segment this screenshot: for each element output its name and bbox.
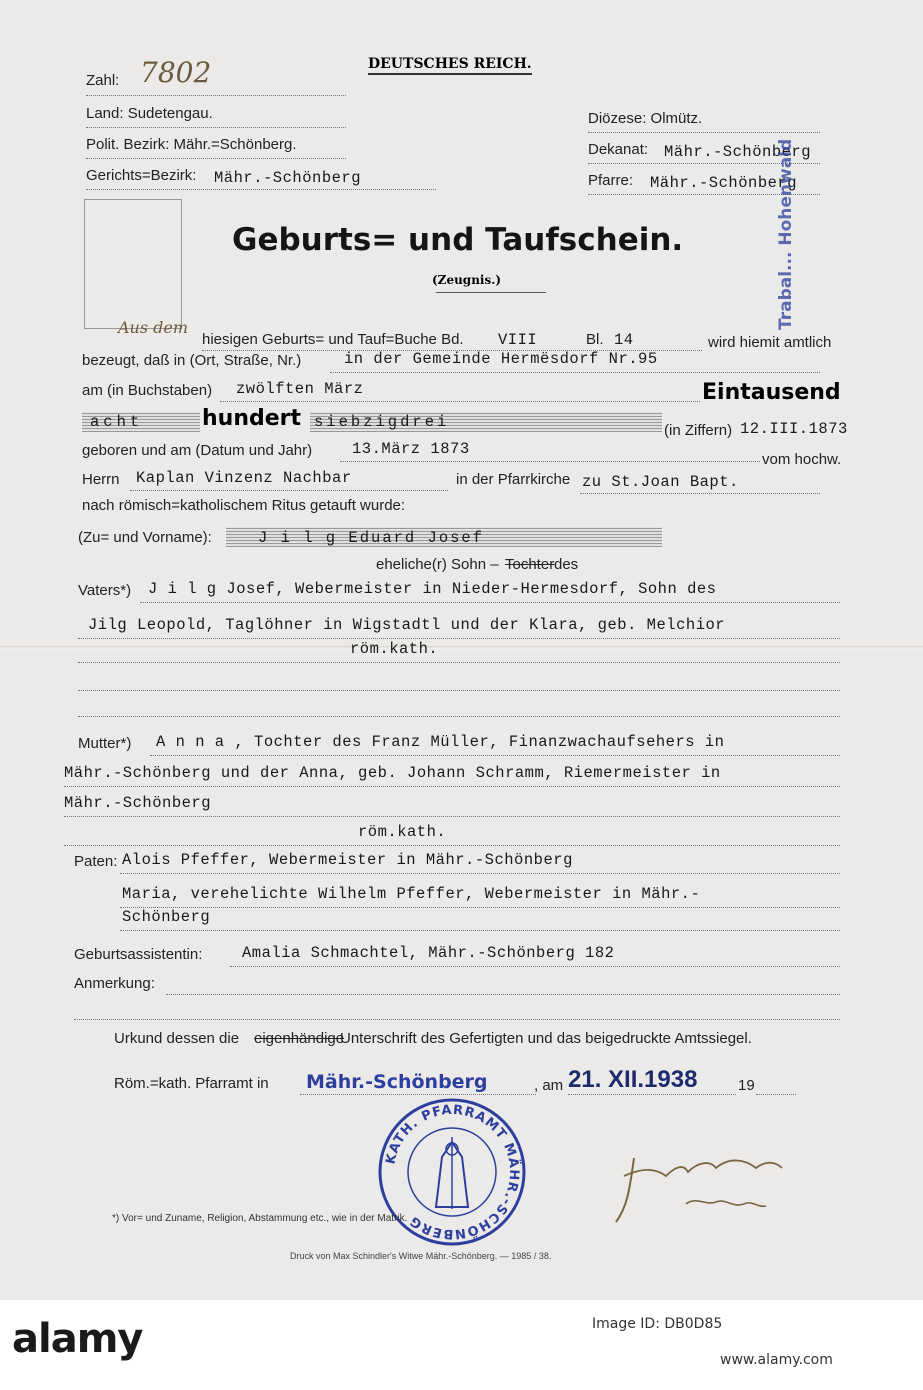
des-text: des (554, 556, 579, 573)
blatt-value: 14 (614, 331, 634, 349)
vom-hochw-text: vom hochw. (762, 451, 842, 468)
document-subtitle: (Zeugnis.) (432, 273, 502, 287)
tochter-strike: Tochter (505, 556, 555, 573)
geboren-dots (340, 461, 760, 462)
title-rule (436, 292, 546, 293)
paten-dots-3 (120, 930, 840, 931)
paten-line-3: Schönberg (122, 908, 211, 926)
official-seal (376, 1097, 528, 1247)
mutter-line-3: Mähr.-Schönberg (64, 794, 212, 812)
buchstaben-value: zwölften März (236, 380, 364, 398)
mutter-dots-2 (64, 786, 840, 787)
gerichts-value: Mähr.-Schönberg (214, 169, 362, 187)
dioezese-line (588, 132, 820, 133)
pfarre-label: Pfarre: (588, 172, 634, 189)
urkund-text-b: Unterschrift des Gefertigten und das beigedruckte Amtssiegel. (340, 1030, 752, 1047)
assist-value: Amalia Schmachtel, Mähr.-Schönberg 182 (242, 944, 615, 962)
assist-label: Geburtsassistentin: (74, 946, 203, 963)
vater-line-1: J i l g Josef, Webermeister in Nieder-Hermesdorf, Sohn des (148, 580, 717, 598)
print-mark: Druck von Max Schindler's Witwe Mähr.-Schönberg. — 1985 / 38. (290, 1251, 552, 1261)
mutter-dots-1 (150, 755, 840, 756)
mutter-label: Mutter*) (78, 735, 132, 752)
jahr-19: 19 (738, 1077, 755, 1094)
geboren-label: geboren und am (Datum und Jahr) (82, 442, 313, 459)
pfarrkirche-label: in der Pfarrkirche (456, 471, 571, 488)
mutter-dots-3 (64, 816, 840, 817)
mutter-line-1: A n n a , Tochter des Franz Müller, Finanzwachaufsehers in (156, 733, 725, 751)
ort-label: bezeugt, daß in (Ort, Straße, Nr.) (82, 352, 302, 369)
polit-line (86, 158, 346, 159)
name-value: J i l g Eduard Josef (258, 529, 485, 547)
date-value: 21. XII.1938 (568, 1066, 698, 1093)
mutter-line-2: Mähr.-Schönberg und der Anna, geb. Johann Schramm, Riemermeister in (64, 764, 721, 782)
anmerkung-label: Anmerkung: (74, 975, 155, 992)
paten-dots-1 (120, 873, 840, 874)
eheliche-text: eheliche(r) Sohn – (376, 556, 499, 573)
herrn-value: Kaplan Vinzenz Nachbar (136, 469, 352, 487)
year-acht: acht (90, 413, 144, 431)
pfarramt-dots (300, 1094, 536, 1095)
gerichts-label: Gerichts=Bezirk: (86, 167, 197, 184)
land-field: Land: Sudetengau. (86, 105, 213, 122)
vater-dots-2 (78, 638, 840, 639)
band-value: VIII (498, 331, 538, 349)
herrn-label: Herrn (82, 471, 120, 488)
dioezese-field: Diözese: Olmütz. (588, 110, 703, 127)
jahr-dots (756, 1094, 796, 1095)
anmerkung-dots-1 (166, 994, 840, 995)
name-label: (Zu= und Vorname): (78, 529, 212, 546)
pfarramt-label: Röm.=kath. Pfarramt in (114, 1075, 269, 1092)
ort-value: in der Gemeinde Hermësdorf Nr.95 (344, 350, 658, 368)
ritus-text: nach römisch=katholischem Ritus getauft wurde: (82, 497, 406, 514)
urkund-strike: eigenhändige (254, 1030, 345, 1047)
paten-line-1: Alois Pfeffer, Webermeister in Mähr.-Schönberg (122, 851, 573, 869)
vater-dots-5 (78, 716, 840, 717)
document-title: Geburts= und Taufschein. (232, 222, 684, 258)
alamy-url-text: www.alamy.com (720, 1352, 833, 1368)
eintausend-text: Eintausend (702, 380, 841, 405)
buchstaben-label: am (in Buchstaben) (82, 382, 213, 399)
alamy-logo: alamy (12, 1316, 143, 1362)
dekanat-label: Dekanat: (588, 141, 649, 158)
pfarre-value: Mähr.-Schönberg (650, 174, 798, 192)
geboren-value: 13.März 1873 (352, 440, 470, 458)
signature (606, 1146, 806, 1232)
buch-text: hiesigen Geburts= und Tauf=Buche Bd. (202, 331, 464, 348)
dekanat-value: Mähr.-Schönberg (664, 143, 812, 161)
am-label: , am (534, 1077, 564, 1094)
pfarrkirche-dots (580, 493, 820, 494)
line3-dots (220, 401, 700, 402)
side-stamp: Trabal... Hohenwald (776, 138, 796, 330)
image-id-text: Image ID: DB0D85 (592, 1316, 723, 1332)
mutter-line-4: röm.kath. (358, 823, 447, 841)
aus-dem-handwritten: Aus dem (118, 318, 189, 337)
year-hundert: hundert (202, 406, 302, 431)
vater-label: Vaters*) (78, 582, 132, 599)
vater-dots-3 (78, 662, 840, 663)
zahl-line (86, 95, 346, 96)
reich-heading: DEUTSCHES REICH. (368, 56, 532, 75)
paten-label: Paten: (74, 853, 118, 870)
paten-line-2: Maria, verehelichte Wilhelm Pfeffer, Webermeister in Mähr.- (122, 885, 701, 903)
paper-fold (0, 646, 923, 649)
land-line (86, 127, 346, 128)
ziffern-label: (in Ziffern) (664, 422, 733, 439)
footnote: *) Vor= und Zuname, Religion, Abstammung etc., wie in der Matrik. (112, 1213, 408, 1224)
year-siebzig: siebzigdrei (314, 413, 450, 431)
urkund-text-a: Urkund dessen die (114, 1030, 240, 1047)
ziffern-value: 12.III.1873 (740, 420, 848, 438)
mutter-dots-4 (64, 845, 840, 846)
photo-box (84, 199, 182, 329)
blatt-label: Bl. (586, 331, 604, 348)
line2-dots (330, 372, 820, 373)
zahl-label: Zahl: (86, 72, 120, 89)
polit-bezirk-field: Polit. Bezirk: Mähr.=Schönberg. (86, 136, 297, 153)
pfarramt-stamp: Mähr.-Schönberg (306, 1071, 488, 1093)
pfarrkirche-value: zu St.Joan Bapt. (582, 473, 739, 491)
date-dots (568, 1094, 736, 1095)
amtlich-text: wird hiemit amtlich (708, 334, 832, 351)
vater-line-2: Jilg Leopold, Taglöhner in Wigstadtl und der Klara, geb. Melchior (88, 616, 726, 634)
assist-dots (230, 966, 840, 967)
herrn-dots (130, 490, 448, 491)
anmerkung-dots-2 (74, 1019, 840, 1020)
seal-text: KATH. PFARRAMT MÄHR.-SCHÖNBERG (383, 1102, 522, 1242)
vater-dots-1 (140, 602, 840, 603)
paten-dots-2 (120, 907, 840, 908)
gerichts-line (86, 189, 436, 190)
vater-dots-4 (78, 690, 840, 691)
zahl-value: 7802 (140, 56, 212, 89)
vater-line-3: röm.kath. (350, 640, 439, 658)
